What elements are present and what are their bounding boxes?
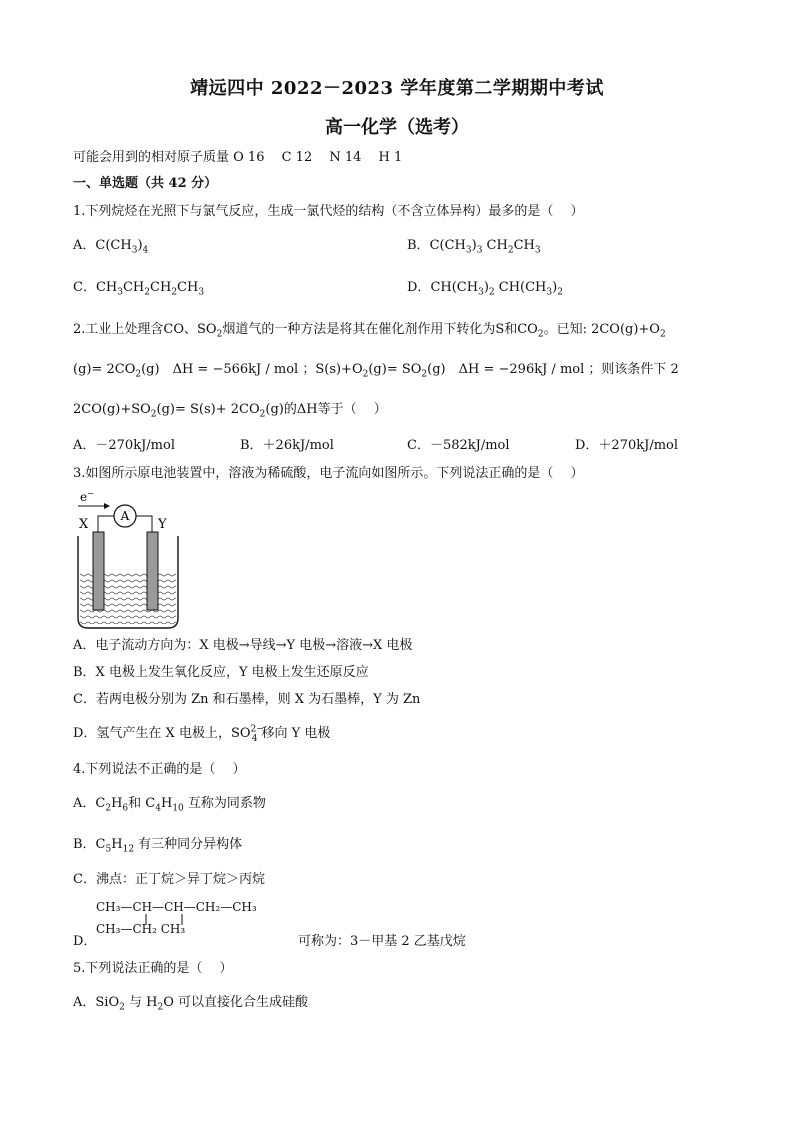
q4-option-a: A．$C_2H_6$和 $C_4H_{10}$ 互称为同系物 xyxy=(73,796,266,814)
electrode-x-label: X xyxy=(79,517,89,532)
q3-option-c: C．若两电极分别为 Zn 和石墨棒，则 X 为石墨棒，Y 为 Zn xyxy=(73,692,421,707)
electron-arrow-head xyxy=(104,503,110,509)
structure-main-chain: CH₃—CH—CH—CH₂—CH₃ xyxy=(96,900,257,914)
q5-option-a: A．SiO$_2$ 与 $H_2O$ 可以直接化合生成硅酸 xyxy=(73,995,308,1013)
q2-option-d: D．＋270kJ/mol xyxy=(575,438,679,453)
q2-option-c: C．－582kJ/mol xyxy=(407,438,510,453)
q2-option-a: A．－270kJ/mol xyxy=(73,438,175,453)
q2-option-b: B．＋26kJ/mol xyxy=(240,438,334,453)
electrode-x xyxy=(93,532,104,610)
q3-stem: 3.如图所示原电池装置中，溶液为稀硫酸，电子流向如图所示。下列说法正确的是（ ） xyxy=(73,466,584,481)
exam-subtitle: 高一化学（选考） xyxy=(325,117,469,138)
q3-option-d: D．氢气产生在 X 电极上，$SO^{2-}_4$ 移向 Y 电极 xyxy=(73,724,331,744)
q1-option-d: D．$CH(CH_3)_2$ $CH(CH_3)_2$ xyxy=(407,280,563,298)
section-heading: 一、单选题（共 42 分） xyxy=(73,176,218,191)
q4-option-d-text: 可称为：3－甲基 2 乙基戊烷 xyxy=(298,934,466,949)
q3-option-b: B．X 电极上发生氧化反应，Y 电极上发生还原反应 xyxy=(73,665,369,680)
q4-option-c: C．沸点：正丁烷＞异丁烷＞丙烷 xyxy=(73,872,265,887)
q4-stem: 4.下列说法不正确的是（ ） xyxy=(73,762,246,777)
structure-bonds xyxy=(96,913,256,927)
electrode-y xyxy=(147,532,158,610)
q5-stem: 5.下列说法正确的是（ ） xyxy=(73,961,233,976)
wire-right xyxy=(136,516,152,532)
wire-left xyxy=(98,516,114,532)
q4-option-d-label: D． xyxy=(73,934,97,949)
q4-option-b: B．$C_5H_{12}$ 有三种同分异构体 xyxy=(73,837,243,855)
q1-option-c: C．$CH_3CH_2CH_2CH_3$ xyxy=(73,280,205,298)
q2-stem-line1: 2.工业上处理含CO、$SO_2$烟道气的一种方法是将其在催化剂作用下转化为S和$CO_2$。已知: $2CO(g)+O_2$ xyxy=(73,322,666,340)
q2-stem-line3: $2CO(g)+SO_2(g)= S(s)+ 2CO_2(g)$的ΔH等于（ ） xyxy=(73,402,387,420)
galvanic-cell-figure xyxy=(70,488,190,636)
ammeter-label: A xyxy=(120,509,130,523)
atomic-masses: 可能会用到的相对原子质量 O 16 C 12 N 14 H 1 xyxy=(73,150,403,165)
structure-branches: CH₃—CH₂ CH₃ xyxy=(96,922,186,936)
electron-label: e− xyxy=(80,489,94,504)
q1-option-b: B．$C(CH_3)_3$ $CH_2CH_3$ xyxy=(407,238,541,256)
q1-option-a: A．$C(CH_3)_4$ xyxy=(73,238,149,256)
q1-stem: 1.下列烷烃在光照下与氯气反应，生成一氯代烃的结构（不含立体异构）最多的是（ ） xyxy=(73,204,584,219)
exam-title: 靖远四中 2022－2023 学年度第二学期期中考试 xyxy=(190,78,604,99)
q2-stem-line2: $(g)= 2CO_2(g)$ ΔH = −566kJ / mol ；$S(s)+O_2(g)= SO_2(g)$ ΔH = −296kJ / mol ；则该条件下 2 xyxy=(73,362,679,380)
q3-option-a: A．电子流动方向为：X 电极→导线→Y 电极→溶液→X 电极 xyxy=(73,638,413,653)
electrode-y-label: Y xyxy=(158,517,167,532)
